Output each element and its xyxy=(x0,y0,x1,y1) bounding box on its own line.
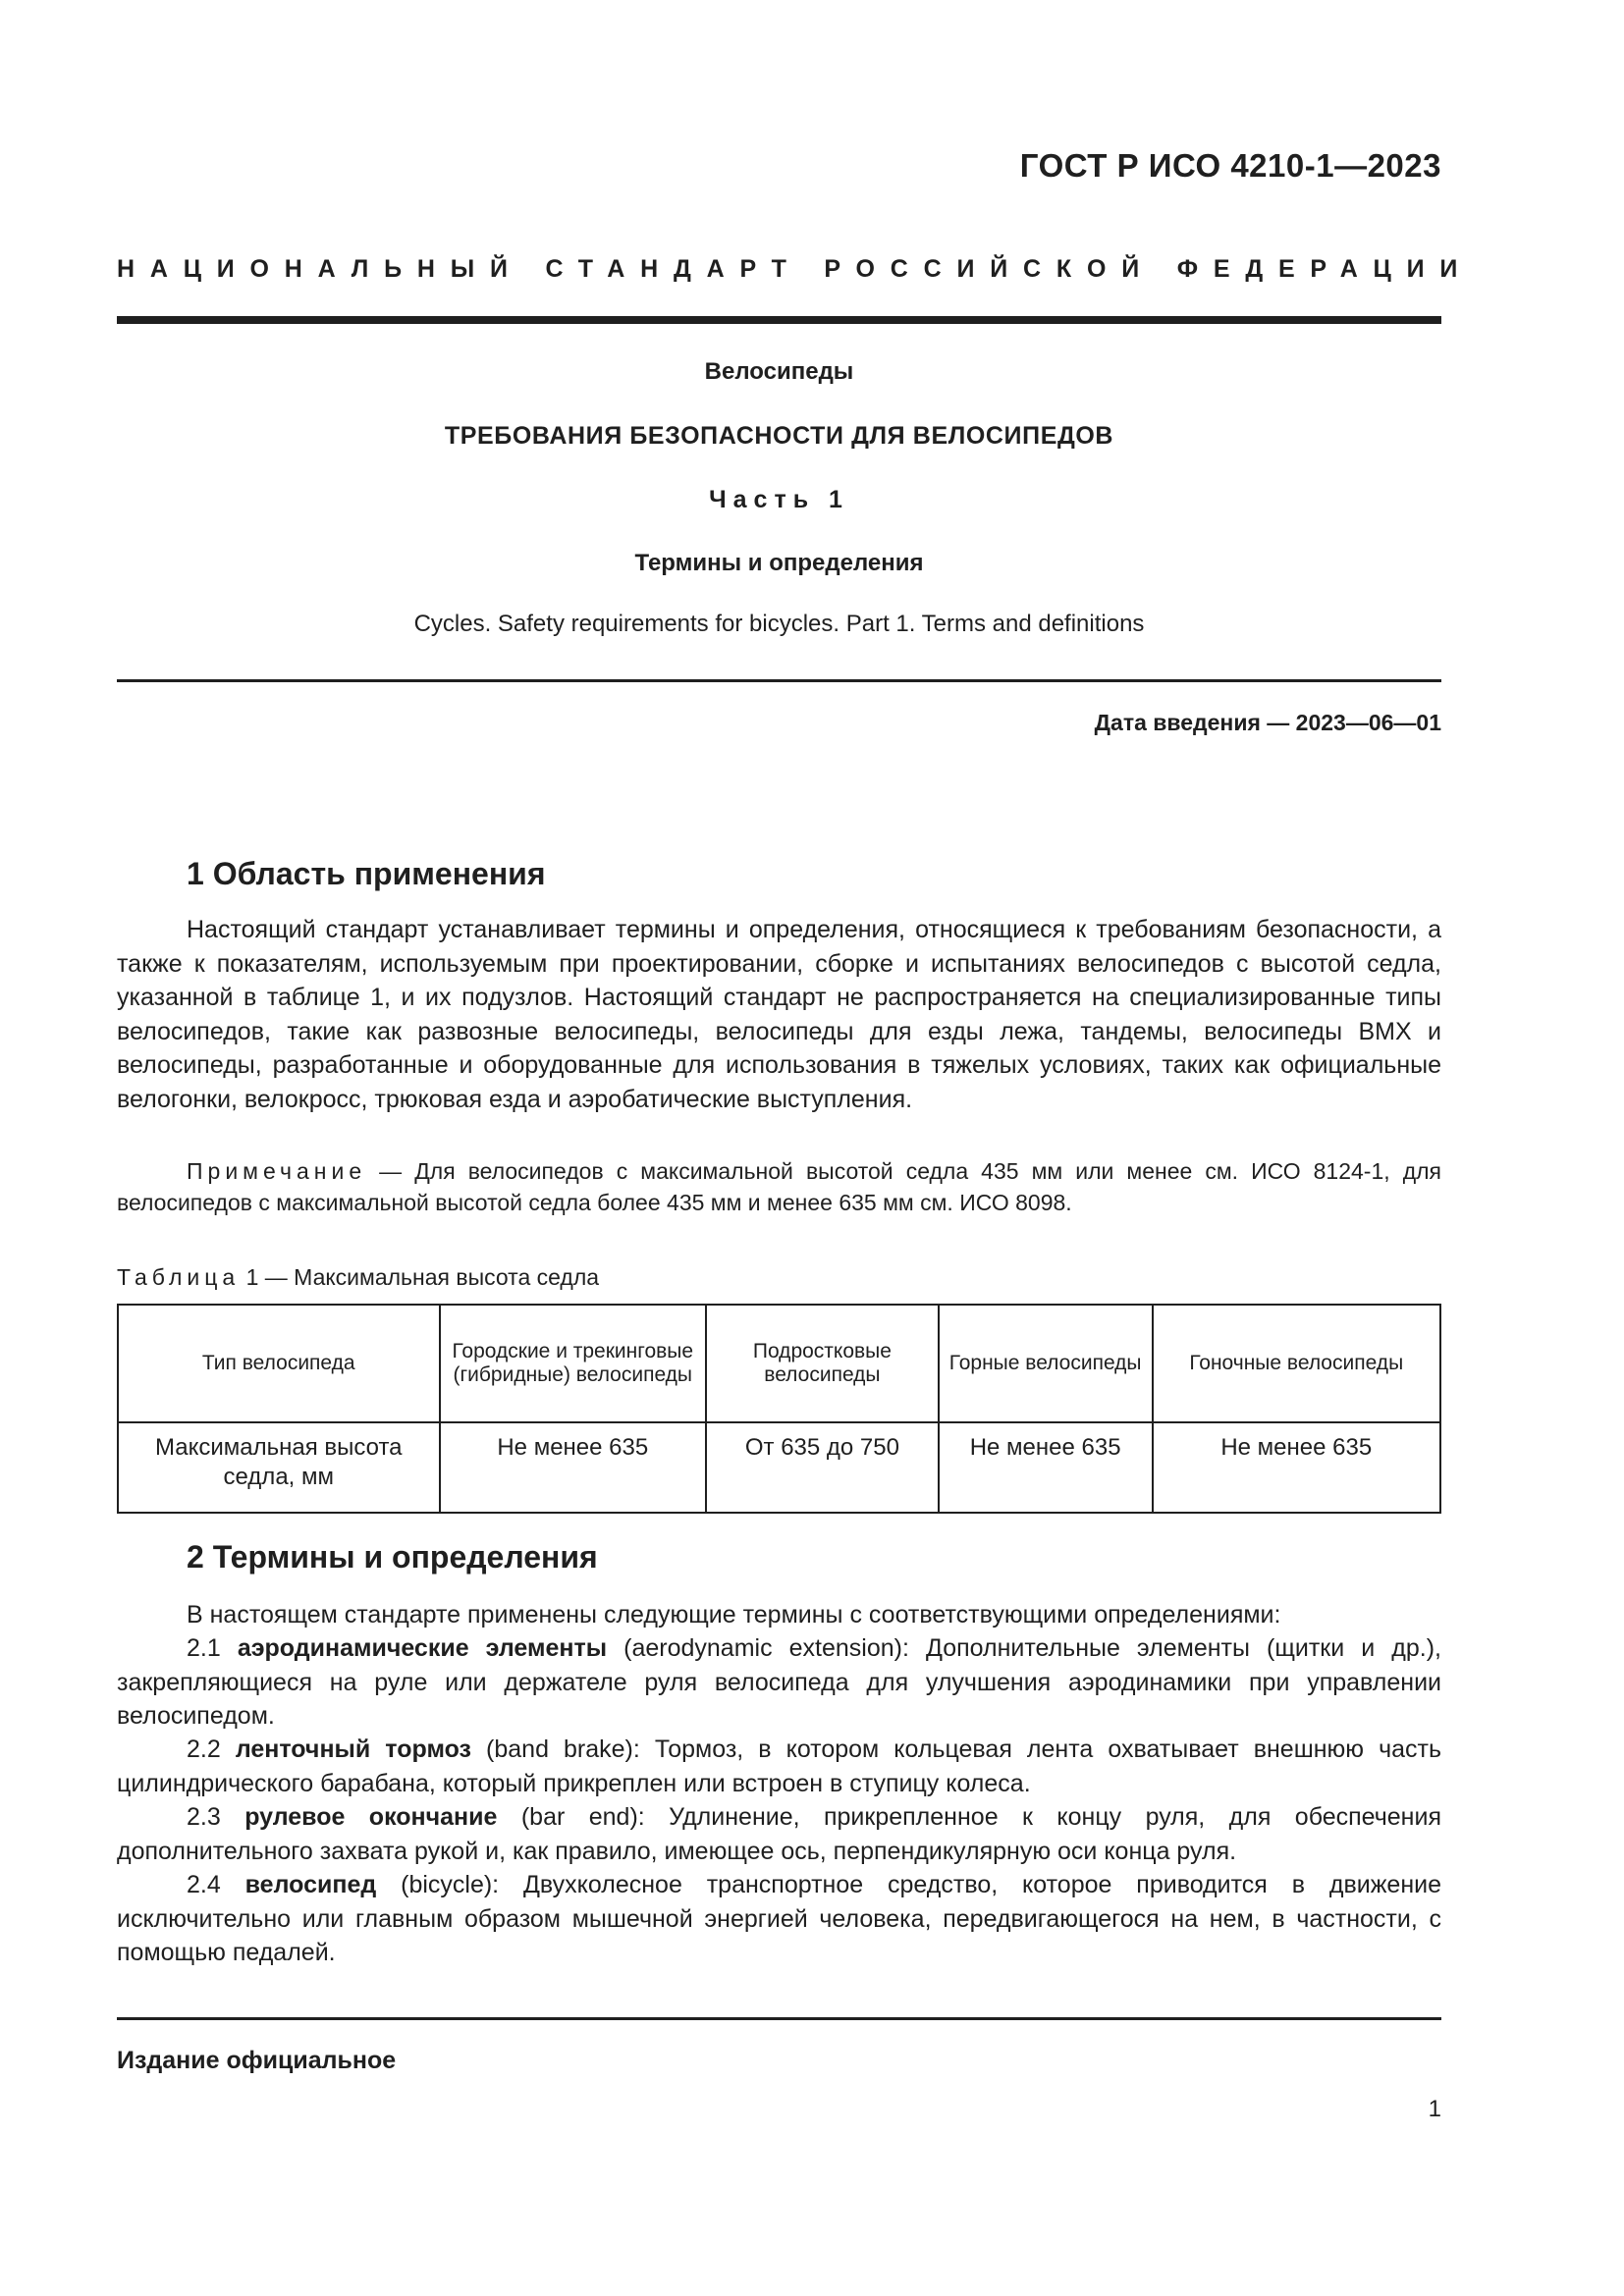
term-name: велосипед xyxy=(244,1871,377,1898)
title-subject: Велосипеды xyxy=(704,358,854,385)
title-part-name: Термины и определения xyxy=(634,550,924,576)
title-main: ТРЕБОВАНИЯ БЕЗОПАСНОСТИ ДЛЯ ВЕЛОСИПЕДОВ xyxy=(444,422,1114,450)
section-1-heading: 1 Область применения xyxy=(187,856,546,891)
section-2-heading: 2 Термины и определения xyxy=(187,1539,598,1575)
note-text: — Для велосипедов с максимальной высотой седла 435 мм или менее см. ИСО 8124-1, для велосипедов с максимальной высотой седла более 435 мм и менее 635 мм см. ИСО 8098. xyxy=(117,1158,1441,1215)
national-standard-banner: НАЦИОНАЛЬНЫЙ СТАНДАРТ РОССИЙСКОЙ ФЕДЕРАЦИИ xyxy=(117,255,1474,283)
term-2-3 xyxy=(117,1800,1441,1868)
official-edition-label: Издание официальное xyxy=(117,2047,397,2074)
section-1-paragraph: Настоящий стандарт устанавливает термины и определения, относящиеся к требованиям безопасности, а также к показателям, используемым при проектировании, сборке и испытаниях велосипедов с высотой седла, указанной в таблице 1, и их подузлов. Настоящий стандарт не распространяется на специализированные типы велосипедов, такие как развозные велосипеды, велосипеды для езды лежа, тандемы, велосипеды BMX и велосипеды, разработанные и оборудованные для использования в тяжелых условиях, таких как официальные велогонки, велокросс, трюковая езда и аэробатические выступления. xyxy=(117,916,1441,1113)
term-name: рулевое окончание xyxy=(244,1803,498,1831)
note-label: Примечание xyxy=(187,1158,367,1184)
table-header-row xyxy=(118,1305,1440,1422)
section-1-note xyxy=(117,1155,1441,1218)
footer-divider xyxy=(117,2017,1441,2020)
top-divider xyxy=(117,316,1441,324)
table-1-caption xyxy=(117,1264,599,1291)
table-header-cell: Тип велосипеда xyxy=(118,1305,440,1422)
term-number: 2.2 xyxy=(187,1735,236,1763)
table-cell: Максимальная высота седла, мм xyxy=(118,1422,440,1513)
table-caption-label: Таблица xyxy=(117,1264,241,1290)
table-cell: Не менее 635 xyxy=(939,1422,1153,1513)
term-name: аэродинамические элементы xyxy=(237,1634,608,1662)
table-row xyxy=(118,1422,1440,1513)
table-caption-text: 1 — Максимальная высота седла xyxy=(240,1264,600,1290)
term-2-1 xyxy=(117,1631,1441,1734)
document-code: ГОСТ Р ИСО 4210-1—2023 xyxy=(1019,147,1441,184)
table-header-cell: Горные велосипеды xyxy=(939,1305,1153,1422)
term-number: 2.3 xyxy=(187,1803,245,1831)
table-cell: От 635 до 750 xyxy=(706,1422,939,1513)
table-cell: Не менее 635 xyxy=(1153,1422,1441,1513)
date-of-introduction: Дата введения — 2023—06—01 xyxy=(1094,710,1441,735)
table-header-cell: Городские и трекинговые (гибридные) велосипеды xyxy=(440,1305,707,1422)
term-definition: (bicycle): Двухколесное транспортное средство, которое приводится в движение исключительно или главным образом мышечной энергией человека, передвигающегося на нем, в частности, с помощью педалей. xyxy=(117,1871,1441,1966)
term-number: 2.1 xyxy=(187,1634,238,1662)
seat-height-table xyxy=(117,1304,1441,1514)
term-name: ленточный тормоз xyxy=(235,1735,471,1763)
term-2-4 xyxy=(117,1868,1441,1970)
term-definition: (bar end): Удлинение, прикрепленное к концу руля, для обеспечения дополнительного захвата рукой и, как правило, имеющее ось, перпендикулярную оси конца руля. xyxy=(117,1803,1441,1865)
table-cell: Не менее 635 xyxy=(440,1422,707,1513)
term-2-2 xyxy=(117,1733,1441,1800)
term-number: 2.4 xyxy=(187,1871,245,1898)
section-2-intro: В настоящем стандарте применены следующие термины с соответствующими определениями: xyxy=(187,1601,1281,1629)
title-divider xyxy=(117,679,1441,682)
table-header-cell: Гоночные велосипеды xyxy=(1153,1305,1441,1422)
title-part: Часть 1 xyxy=(709,486,849,513)
table-header-cell: Подростковые велосипеды xyxy=(706,1305,939,1422)
page-number: 1 xyxy=(1428,2096,1441,2122)
title-english: Cycles. Safety requirements for bicycles. Part 1. Terms and definitions xyxy=(413,611,1145,637)
term-definition: (aerodynamic extension): Дополнительные элементы (щитки и др.), закрепляющиеся на руле или держателе руля велосипеда для улучшения аэродинамики при управлении велосипедом. xyxy=(117,1634,1441,1730)
term-definition: (band brake): Тормоз, в котором кольцевая лента охватывает внешнюю часть цилиндрического барабана, который прикреплен или встроен в ступицу колеса. xyxy=(117,1735,1442,1797)
